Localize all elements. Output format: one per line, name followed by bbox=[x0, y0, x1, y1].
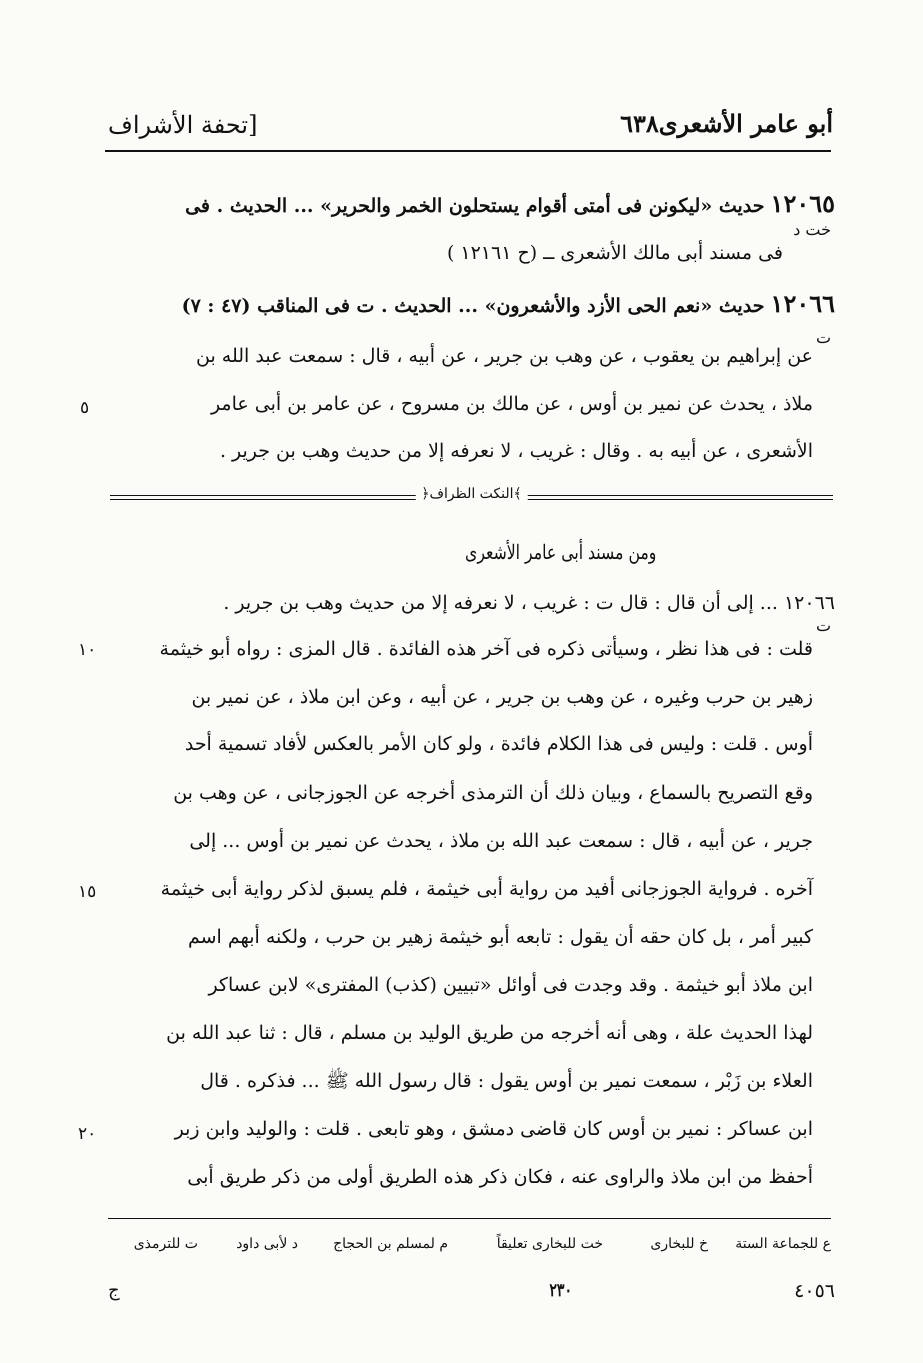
footer-abbr-6: ت للترمذى bbox=[133, 1236, 198, 1252]
section-title: ومن مسند أبى عامر الأشعرى bbox=[465, 540, 657, 564]
entry-12065-line-1 bbox=[185, 189, 835, 218]
entry-12066-margin: ت bbox=[815, 328, 831, 347]
nukat-line-9: ابن ملاذ أبو خيثمة . وقد وجدت فى أوائل «تبيين (كذب) المفترى» لابن عساكر bbox=[208, 974, 813, 996]
footer-entry-number: ٤٠٥٦ bbox=[794, 1280, 835, 1302]
footer-abbr-1: ع للجماعة الستة bbox=[735, 1236, 831, 1252]
footer-abbr-3: خت للبخارى تعليقاً bbox=[496, 1236, 603, 1252]
footer-signature-mark: ج bbox=[108, 1280, 120, 1301]
nukat-line-1: ١٢٠٦٦ ... إلى أن قال : قال ت : غريب ، لا نعرفه إلا من حديث وهب بن جرير . bbox=[223, 592, 835, 614]
nukat-divider bbox=[110, 486, 833, 506]
entry-number: ١٢٠٦٦ bbox=[770, 289, 835, 318]
nukat-line-3: زهير بن حرب وغيره ، عن وهب بن جرير ، عن أبيه ، وعن ابن ملاذ ، عن نمير بن bbox=[191, 686, 813, 708]
nukat-line-6: جرير ، عن أبيه ، قال : سمعت عبد الله بن ملاذ ، يحدث عن نمير بن أوس ... إلى bbox=[189, 830, 813, 852]
entry-text: حديث «ليكونن فى أمتى أقوام يستحلون الخمر والحرير» ... الحديث . فى bbox=[185, 195, 765, 217]
line-number-5: ٥ bbox=[80, 398, 90, 418]
nukat-margin: ت bbox=[815, 616, 831, 635]
divider-line-left bbox=[110, 495, 428, 500]
nukat-line-7: آخره . فرواية الجوزجانى أفيد من رواية أبى خيثمة ، فلم يسبق لذكر رواية أبى خيثمة bbox=[160, 878, 813, 900]
nukat-line-10: لهذا الحديث علة ، وهى أنه أخرجه من طريق الوليد بن مسلم ، قال : ثنا عبد الله بن bbox=[166, 1022, 813, 1044]
entry-12065-margin: خت د bbox=[793, 220, 831, 239]
nukat-line-8: كبير أمر ، بل كان حقه أن يقول : تابعه أبو خيثمة زهير بن حرب ، ولكنه أبهم اسم bbox=[187, 926, 813, 948]
header-right-title: أبو عامر الأشعرى٦٣٨ bbox=[620, 109, 833, 138]
nukat-line-5: وقع التصريح بالسماع ، وبيان ذلك أن الترمذى أخرجه عن الجوزجانى ، عن وهب بن bbox=[173, 782, 813, 804]
entry-number: ١٢٠٦٥ bbox=[770, 189, 835, 218]
nukat-line-4: أوس . قلت : وليس فى هذا الكلام فائدة ، ولو كان الأمر بالعكس لأفاد تسمية أحد bbox=[184, 733, 813, 755]
footer-abbr-2: خ للبخارى bbox=[650, 1236, 708, 1252]
nukat-line-13: أحفظ من ابن ملاذ والراوى عنه ، فكان ذكر هذه الطريق أولى من ذكر طريق أبى bbox=[187, 1166, 813, 1188]
nukat-line-12: ابن عساكر : نمير بن أوس كان قاضى دمشق ، وهو تابعى . قلت : والوليد وابن زبر bbox=[174, 1118, 813, 1140]
line-number-15: ١٥ bbox=[78, 882, 97, 902]
line-number-10: ١٠ bbox=[78, 640, 97, 660]
entry-12066-line-1 bbox=[181, 289, 835, 318]
entry-12066-line-4: الأشعرى ، عن أبيه به . وقال : غريب ، لا نعرفه إلا من حديث وهب بن جرير . bbox=[219, 440, 813, 462]
entry-12065-line-2: فى مسند أبى مالك الأشعرى ــ (ح ١٢١٦١ ) bbox=[446, 242, 783, 264]
nukat-line-11: العلاء بن زَبْر ، سمعت نمير بن أوس يقول : قال رسول الله ﷺ ... فذكره . قال bbox=[200, 1070, 813, 1092]
footer-abbr-4: م لمسلم بن الحجاج bbox=[333, 1236, 448, 1252]
entry-text: حديث «نعم الحى الأزد والأشعرون» ... الحديث . ت فى المناقب (٤٧ : ٧) bbox=[181, 295, 765, 317]
header-rule bbox=[105, 150, 831, 152]
footer-abbr-5: د لأبى داود bbox=[236, 1236, 298, 1252]
nukat-line-2: قلت : فى هذا نظر ، وسيأتى ذكره فى آخر هذه الفائدة . قال المزى : رواه أبو خيثمة bbox=[159, 638, 813, 660]
footer-rule bbox=[108, 1218, 831, 1219]
entry-12066-line-3: ملاذ ، يحدث عن نمير بن أوس ، عن مالك بن مسروح ، عن عامر بن أبى عامر bbox=[210, 393, 813, 415]
entry-12066-line-2: عن إبراهيم بن يعقوب ، عن وهب بن جرير ، عن أبيه ، قال : سمعت عبد الله بن bbox=[196, 345, 813, 367]
divider-line-right bbox=[515, 495, 833, 500]
line-number-20: ٢٠ bbox=[78, 1124, 97, 1144]
divider-label: ﴿النكت الظراف﴾ bbox=[415, 486, 527, 502]
page-number: ٢٣٠ bbox=[549, 1280, 573, 1301]
header-left-title: [تحفة الأشراف bbox=[108, 111, 258, 139]
